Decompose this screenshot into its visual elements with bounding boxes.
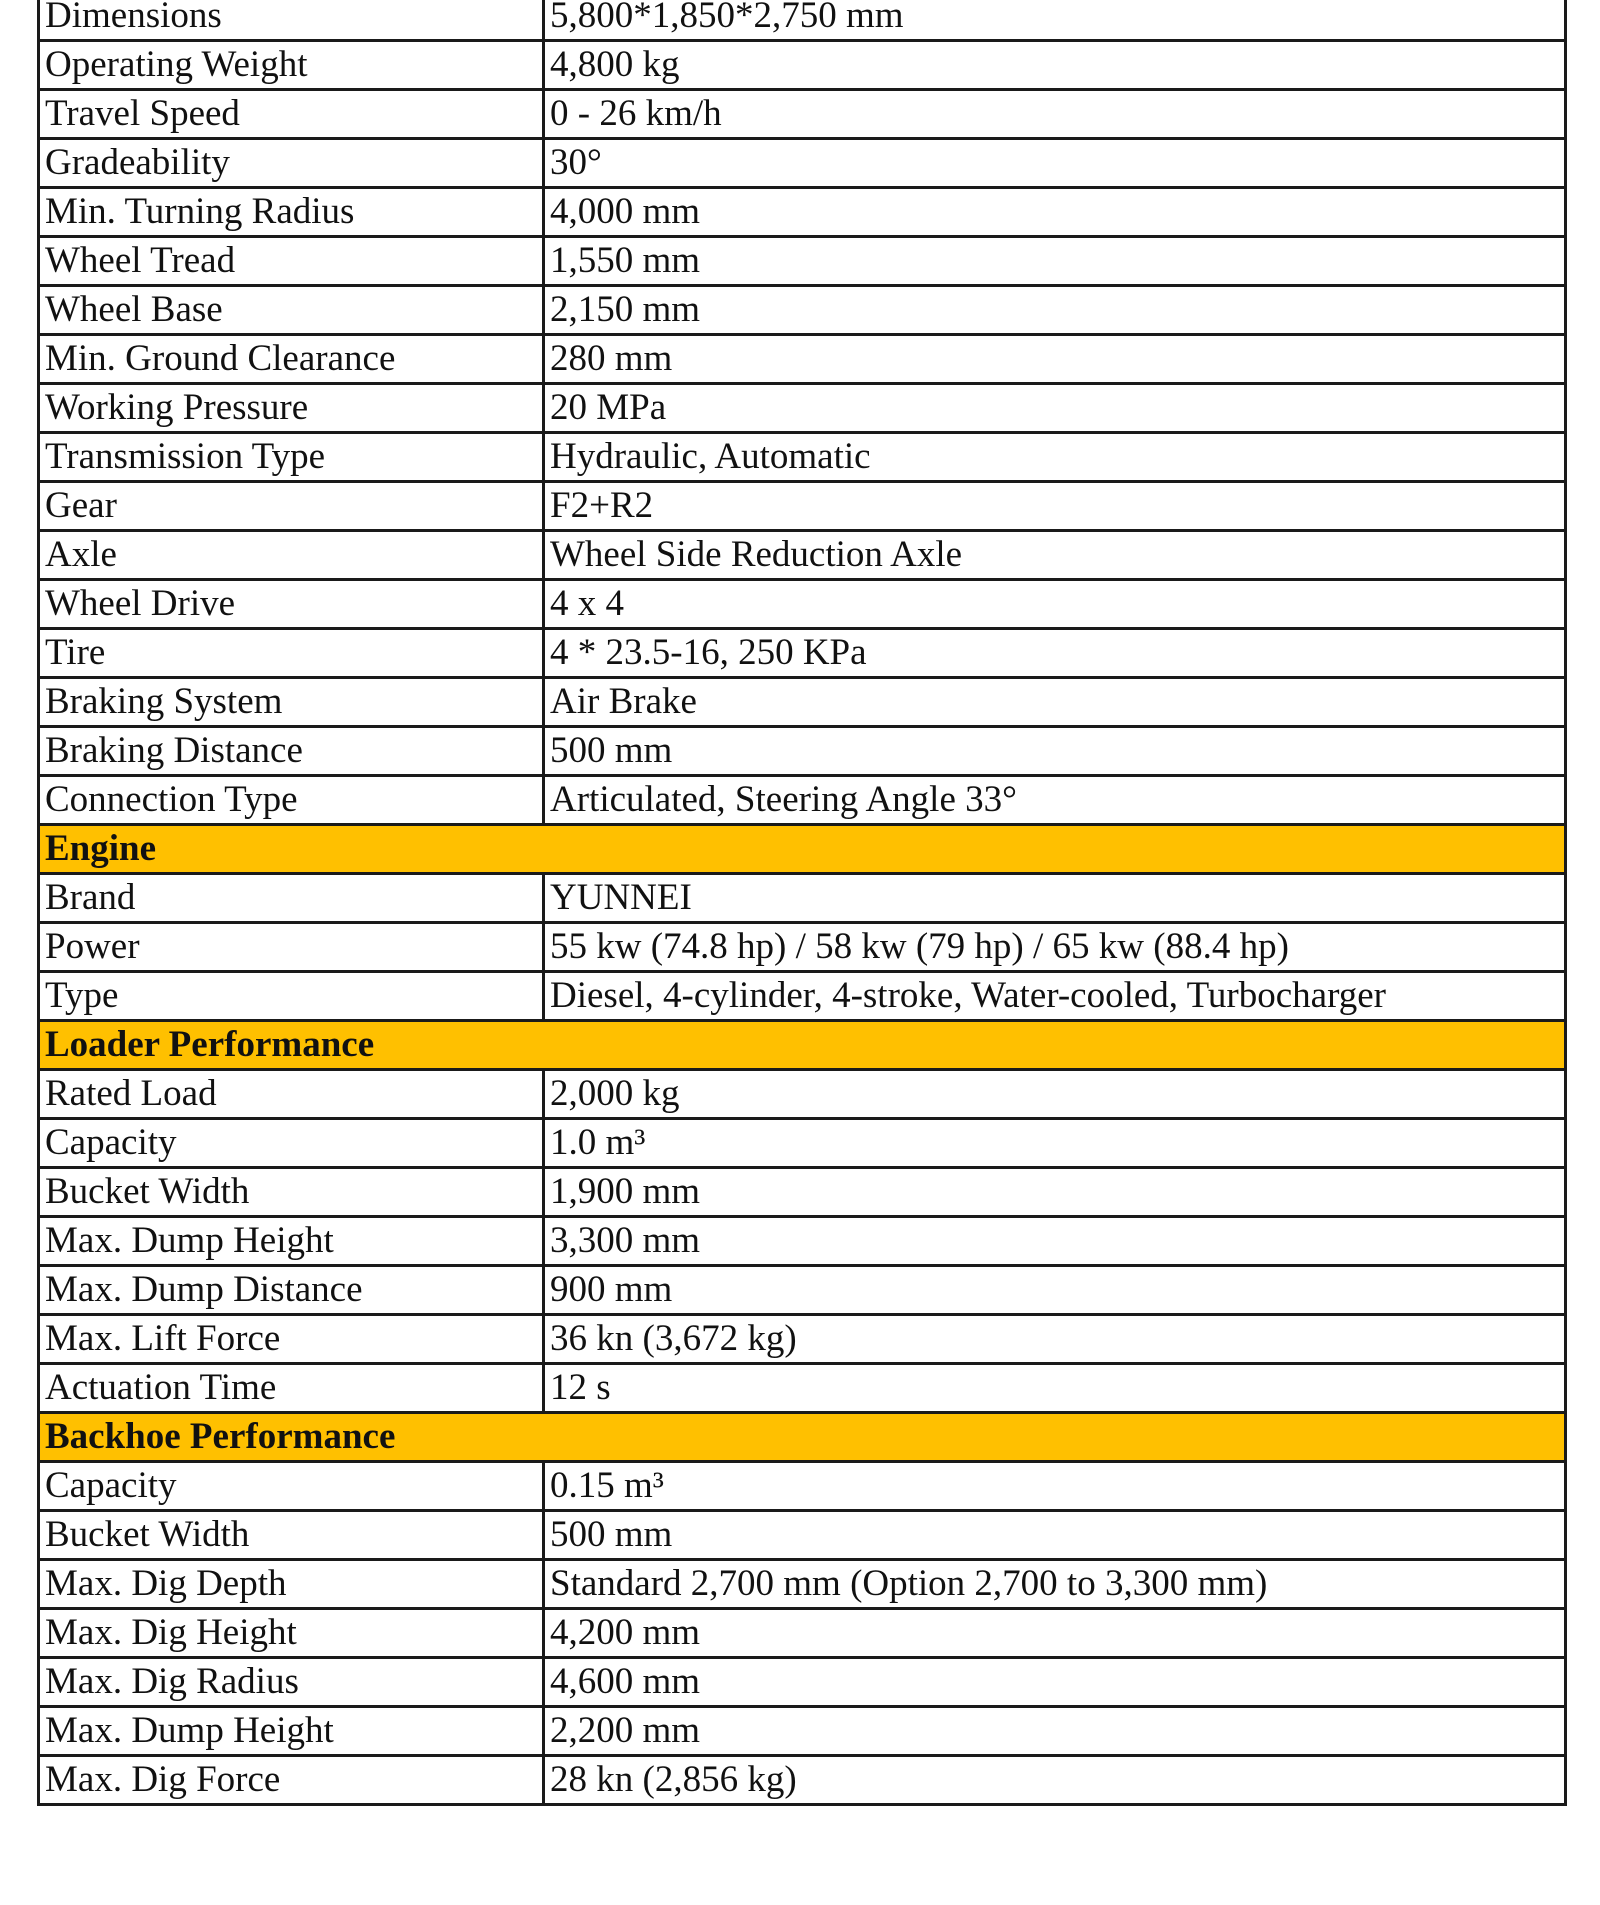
spec-row [39, 1462, 1566, 1511]
spec-label: Dimensions [39, 0, 544, 41]
spec-row [39, 41, 1566, 90]
spec-row [39, 629, 1566, 678]
spec-table [37, 0, 1567, 1806]
spec-row [39, 1511, 1566, 1560]
spec-value: Wheel Side Reduction Axle [544, 531, 1566, 580]
spec-table-body [39, 0, 1566, 1805]
spec-value: 55 kw (74.8 hp) / 58 kw (79 hp) / 65 kw (88.4 hp) [544, 923, 1566, 972]
spec-label: Capacity [39, 1119, 544, 1168]
spec-row [39, 1609, 1566, 1658]
spec-label: Max. Dig Depth [39, 1560, 544, 1609]
spec-row [39, 139, 1566, 188]
spec-label: Power [39, 923, 544, 972]
section-header-title: Loader Performance [39, 1021, 1566, 1070]
spec-label: Working Pressure [39, 384, 544, 433]
spec-value: 36 kn (3,672 kg) [544, 1315, 1566, 1364]
spec-label: Braking Distance [39, 727, 544, 776]
spec-label: Bucket Width [39, 1511, 544, 1560]
spec-label: Wheel Drive [39, 580, 544, 629]
spec-row [39, 1070, 1566, 1119]
spec-label: Operating Weight [39, 41, 544, 90]
spec-row [39, 874, 1566, 923]
spec-label: Max. Dig Force [39, 1756, 544, 1805]
spec-value: 500 mm [544, 1511, 1566, 1560]
spec-value: 280 mm [544, 335, 1566, 384]
spec-row [39, 433, 1566, 482]
spec-value: 0.15 m³ [544, 1462, 1566, 1511]
spec-row [39, 1266, 1566, 1315]
spec-row [39, 0, 1566, 41]
spec-value: Diesel, 4-cylinder, 4-stroke, Water-cooled, Turbocharger [544, 972, 1566, 1021]
spec-value: 4,600 mm [544, 1658, 1566, 1707]
spec-value: 2,000 kg [544, 1070, 1566, 1119]
spec-value: 2,200 mm [544, 1707, 1566, 1756]
section-header-title: Engine [39, 825, 1566, 874]
spec-label: Capacity [39, 1462, 544, 1511]
spec-label: Rated Load [39, 1070, 544, 1119]
spec-value: 1.0 m³ [544, 1119, 1566, 1168]
spec-value: 4,200 mm [544, 1609, 1566, 1658]
spec-row [39, 1658, 1566, 1707]
spec-row [39, 531, 1566, 580]
spec-row [39, 1119, 1566, 1168]
spec-label: Max. Dump Height [39, 1217, 544, 1266]
spec-value: 4,000 mm [544, 188, 1566, 237]
spec-row [39, 678, 1566, 727]
spec-label: Connection Type [39, 776, 544, 825]
spec-label: Wheel Base [39, 286, 544, 335]
spec-label: Axle [39, 531, 544, 580]
spec-label: Braking System [39, 678, 544, 727]
spec-value: 12 s [544, 1364, 1566, 1413]
spec-value: 30° [544, 139, 1566, 188]
spec-label: Max. Dump Height [39, 1707, 544, 1756]
spec-row [39, 972, 1566, 1021]
spec-label: Gear [39, 482, 544, 531]
spec-label: Max. Lift Force [39, 1315, 544, 1364]
spec-row [39, 1756, 1566, 1805]
spec-value: Standard 2,700 mm (Option 2,700 to 3,300 mm) [544, 1560, 1566, 1609]
spec-value: 3,300 mm [544, 1217, 1566, 1266]
spec-label: Wheel Tread [39, 237, 544, 286]
spec-row [39, 1707, 1566, 1756]
spec-row [39, 727, 1566, 776]
spec-row [39, 1168, 1566, 1217]
spec-value: 5,800*1,850*2,750 mm [544, 0, 1566, 41]
section-header-title: Backhoe Performance [39, 1413, 1566, 1462]
spec-value: Air Brake [544, 678, 1566, 727]
spec-value: 20 MPa [544, 384, 1566, 433]
spec-label: Travel Speed [39, 90, 544, 139]
spec-label: Max. Dump Distance [39, 1266, 544, 1315]
spec-row [39, 482, 1566, 531]
spec-value: 4,800 kg [544, 41, 1566, 90]
spec-label: Transmission Type [39, 433, 544, 482]
spec-row [39, 1364, 1566, 1413]
spec-label: Min. Turning Radius [39, 188, 544, 237]
spec-value: F2+R2 [544, 482, 1566, 531]
spec-value: 4 x 4 [544, 580, 1566, 629]
spec-value: 4 * 23.5-16, 250 KPa [544, 629, 1566, 678]
spec-label: Brand [39, 874, 544, 923]
spec-row [39, 237, 1566, 286]
spec-label: Gradeability [39, 139, 544, 188]
spec-value: 1,550 mm [544, 237, 1566, 286]
spec-label: Bucket Width [39, 1168, 544, 1217]
spec-row [39, 335, 1566, 384]
section-header-row [39, 1413, 1566, 1462]
spec-value: Articulated, Steering Angle 33° [544, 776, 1566, 825]
spec-row [39, 1315, 1566, 1364]
spec-label: Max. Dig Height [39, 1609, 544, 1658]
spec-row [39, 286, 1566, 335]
spec-label: Actuation Time [39, 1364, 544, 1413]
spec-row [39, 90, 1566, 139]
spec-row [39, 776, 1566, 825]
spec-label: Min. Ground Clearance [39, 335, 544, 384]
spec-value: 500 mm [544, 727, 1566, 776]
section-header-row [39, 825, 1566, 874]
section-header-row [39, 1021, 1566, 1070]
spec-row [39, 580, 1566, 629]
spec-value: YUNNEI [544, 874, 1566, 923]
spec-row [39, 188, 1566, 237]
spec-row [39, 923, 1566, 972]
spec-value: 900 mm [544, 1266, 1566, 1315]
spec-label: Max. Dig Radius [39, 1658, 544, 1707]
spec-sheet [37, 0, 1564, 1806]
spec-value: 1,900 mm [544, 1168, 1566, 1217]
spec-value: 0 - 26 km/h [544, 90, 1566, 139]
spec-label: Tire [39, 629, 544, 678]
spec-value: 28 kn (2,856 kg) [544, 1756, 1566, 1805]
spec-value: Hydraulic, Automatic [544, 433, 1566, 482]
spec-value: 2,150 mm [544, 286, 1566, 335]
spec-label: Type [39, 972, 544, 1021]
spec-row [39, 384, 1566, 433]
spec-row [39, 1217, 1566, 1266]
spec-row [39, 1560, 1566, 1609]
